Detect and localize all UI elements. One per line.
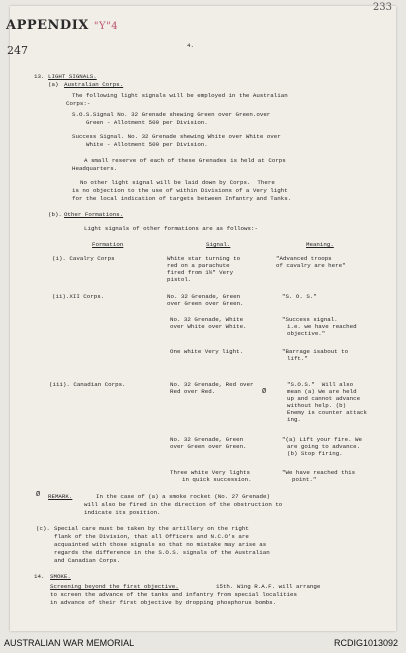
- section-13-number: 13.: [34, 73, 45, 80]
- row-cavalry-meaning-1: "Advanced troops: [276, 255, 332, 262]
- remark-line-2: will also be fired in the direction of the obstruction to: [84, 501, 283, 508]
- row-canadian-point-signal-1: Three white Very lights: [170, 469, 251, 476]
- row-cavalry-signal-1: White star turning to: [167, 255, 241, 262]
- column-signal: Signal.: [206, 241, 231, 248]
- section-14-line-1: 15th. Wing R.A.F. will arrange: [216, 583, 321, 590]
- row-cavalry-signal-2: red on a parachute: [167, 262, 230, 269]
- appendix-stamp: "Y"4: [93, 21, 119, 32]
- row-canadian-meaning-3: up and cannot advance: [287, 395, 361, 402]
- subsection-c-line-3: acquainted with those signals so that no mistake may arise as: [54, 541, 267, 548]
- noother-line-1: No other light signal will be laid down by Corps. There: [80, 179, 275, 186]
- section-14-heading: SMOKE.: [50, 573, 71, 580]
- sos-line-1: S.O.S.Signal No. 32 Grenade shewing Green over Green.over: [72, 111, 271, 118]
- sos-line-2: Green - Allotment 500 per Division.: [86, 119, 208, 126]
- intro-line-2: Corps:-: [66, 100, 91, 107]
- remark-line-3: indicate its position.: [84, 509, 161, 516]
- row-canadian-lift-meaning-2: are going to advance.: [287, 443, 361, 450]
- canadian-margin-mark: Ø: [262, 388, 267, 396]
- row-xii-meaning-1: "S. O. S.": [282, 293, 317, 300]
- row-xii-barrage-meaning-1: "Barrage isabout to: [282, 348, 349, 355]
- row-xii-success-meaning-3: objective.": [287, 330, 326, 337]
- row-canadian-meaning-1: "S.O.S." Will also: [287, 381, 354, 388]
- row-cavalry-formation: (i). Cavalry Corps: [52, 255, 115, 262]
- noother-line-3: for the local indication of targets between Infantry and Tanks.: [72, 195, 292, 202]
- row-canadian-lift-signal-2: over Green over Green.: [170, 443, 247, 450]
- row-canadian-formation: (iii). Canadian Corps.: [49, 381, 126, 388]
- remark-heading: REMARK.: [48, 493, 73, 500]
- section-14-line-3: in advance of their first objective by dropping phosphorus bombs.: [50, 599, 277, 606]
- subsection-b-label: (b).: [48, 211, 62, 218]
- row-xii-success-signal-1: No. 32 Grenade, White: [170, 316, 244, 323]
- subsection-c-line-1: Special care must be taken by the artillery on the right: [54, 525, 249, 532]
- row-cavalry-meaning-2: of cavalry are here": [276, 262, 346, 269]
- subsection-a-label: (a): [48, 81, 59, 88]
- row-canadian-meaning-2: mean (a) We are held: [287, 388, 357, 395]
- row-canadian-lift-signal-1: No. 32 Grenade, Green: [170, 436, 244, 443]
- section-13-heading: LIGHT SIGNALS.: [48, 73, 97, 80]
- row-canadian-lift-meaning-3: (b) Stop firing.: [287, 450, 343, 457]
- row-cavalry-signal-3: fired from 1½" Very: [167, 269, 234, 276]
- row-xii-signal-1: No. 32 Grenade, Green: [167, 293, 241, 300]
- row-canadian-point-signal-2: in quick succession.: [182, 476, 252, 483]
- subsection-c-line-2: flank of the Division, that all Officers and N.C.O's are: [54, 533, 249, 540]
- column-meaning: Meaning.: [306, 241, 334, 248]
- subsection-c-line-4: regards the difference in the S.O.S. signals of the Australian: [54, 549, 270, 556]
- row-canadian-signal-1: No. 32 Grenade, Red over: [170, 381, 254, 388]
- row-xii-success-signal-2: over White over White.: [170, 323, 247, 330]
- column-formation: Formation: [92, 241, 124, 248]
- subsection-c-label: (c).: [36, 525, 50, 532]
- row-xii-success-meaning-2: i.e. we have reached: [287, 323, 357, 330]
- footer-record-id: RCDIG1013092: [333, 638, 398, 648]
- row-xii-formation: (ii).XII Corps.: [52, 293, 105, 300]
- appendix-handwritten-label: APPENDIX "Y"4: [6, 18, 119, 33]
- reserve-line-2: Headquarters.: [72, 165, 118, 172]
- reserve-line-1: A small reserve of each of these Grenades is held at Corps: [84, 157, 286, 164]
- folio-number: 233: [372, 2, 392, 13]
- section-14-line-2: to screen the advance of the tanks and infantry from special localities: [50, 591, 297, 598]
- row-xii-barrage-signal: One white Very light.: [170, 348, 244, 355]
- row-cavalry-signal-4: pistol.: [167, 276, 192, 283]
- footer-archive-name: AUSTRALIAN WAR MEMORIAL: [4, 638, 135, 648]
- row-canadian-signal-2: Red over Red.: [170, 388, 216, 395]
- section-14-subheading: Screening beyond the first objective.: [50, 583, 179, 590]
- subsection-b-intro: Light signals of other formations are as follows:-: [84, 225, 258, 232]
- row-xii-signal-2: over Green over Green.: [167, 300, 244, 307]
- success-line-1: Success Signal. No. 32 Grenade shewing White over White over: [72, 133, 281, 140]
- subsection-b-heading: Other Formations.: [64, 211, 124, 218]
- row-xii-barrage-meaning-2: lift.": [287, 355, 308, 362]
- handwritten-page-number: 247: [7, 44, 28, 57]
- row-canadian-meaning-4: without help. (b): [287, 402, 347, 409]
- row-canadian-meaning-5: Enemy is counter attack: [287, 409, 368, 416]
- row-canadian-lift-meaning-1: "(a) Lift your fire. We: [282, 436, 363, 443]
- remark-margin-mark: Ø: [36, 491, 41, 499]
- row-canadian-meaning-6: ing.: [287, 416, 301, 423]
- success-line-2: White - Allotment 500 per Division.: [86, 141, 208, 148]
- page-number: 4.: [187, 42, 194, 49]
- noother-line-2: is no objection to the use of within Divisions of a Very light: [72, 187, 288, 194]
- subsection-c-line-5: and Canadian Corps.: [54, 557, 121, 564]
- intro-line-1: The following light signals will be employed in the Australian: [72, 92, 288, 99]
- subsection-a-heading: Australian Corps.: [64, 81, 124, 88]
- row-canadian-point-meaning-1: "We have reached this: [282, 469, 356, 476]
- remark-line-1: In the case of (a) a smoke rocket (No. 27 Grenade): [96, 493, 270, 500]
- row-canadian-point-meaning-2: point.": [292, 476, 317, 483]
- row-xii-success-meaning-1: "Success signal.: [282, 316, 338, 323]
- section-14-number: 14.: [34, 573, 45, 580]
